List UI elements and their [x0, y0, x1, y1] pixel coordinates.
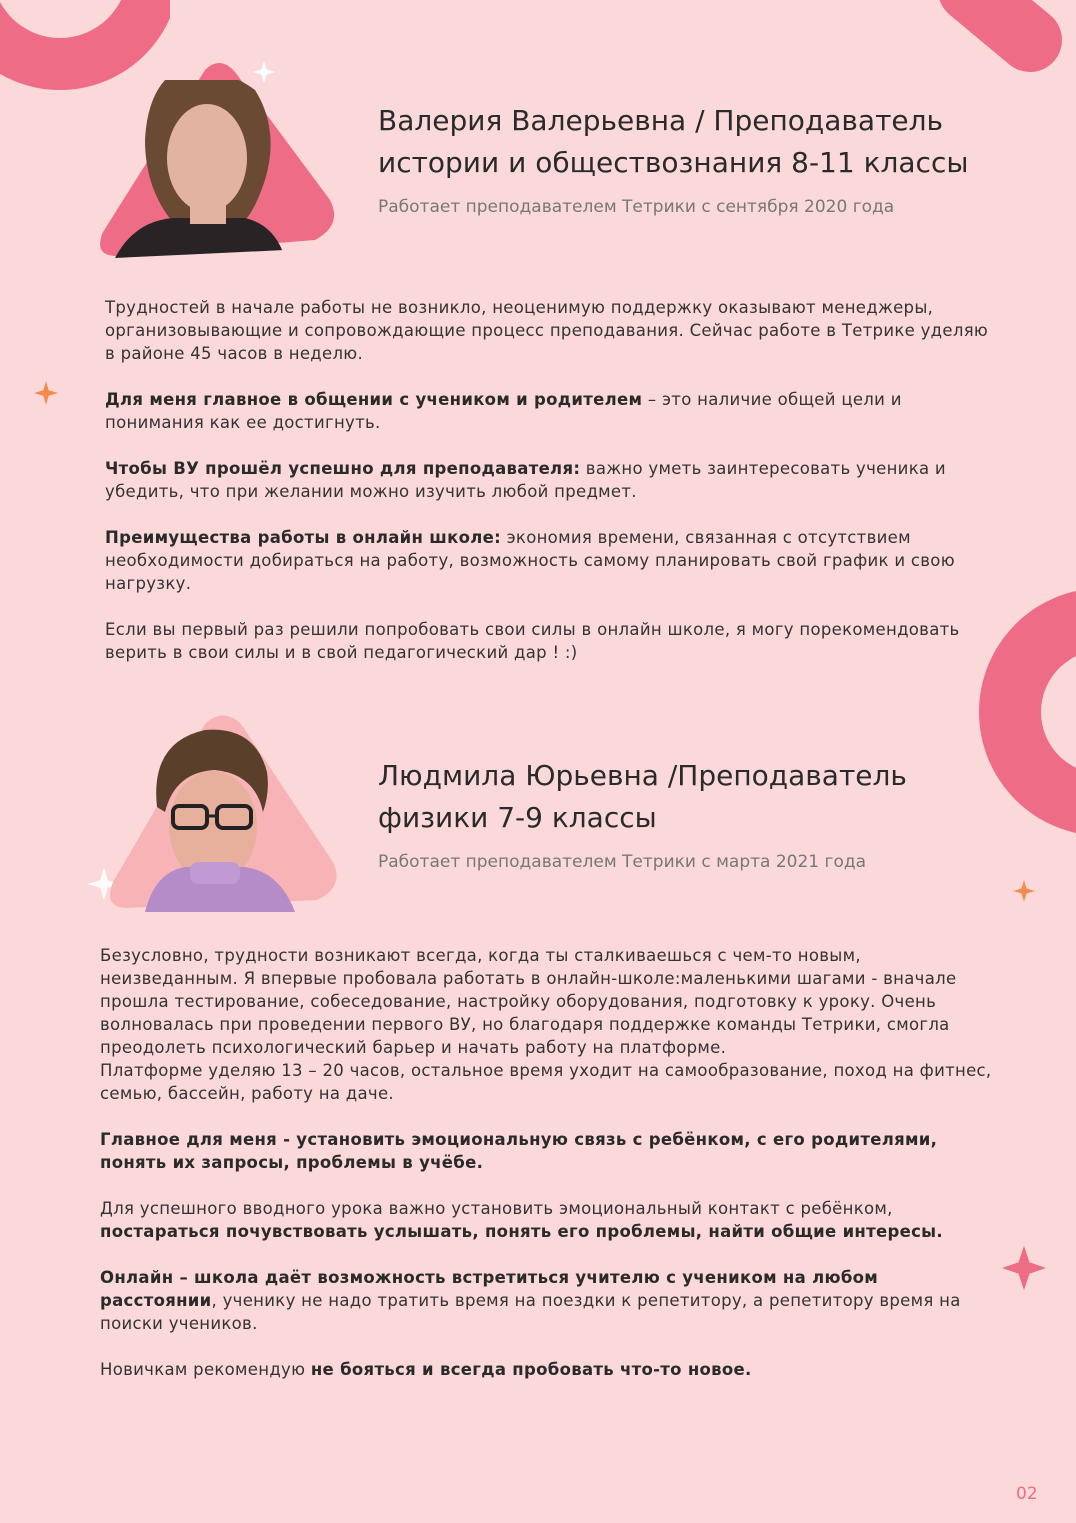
- teacher-name-line: Людмила Юрьевна /Преподаватель: [378, 759, 907, 792]
- review-text: Новичкам рекомендую: [100, 1360, 311, 1379]
- review-paragraph: [105, 526, 995, 595]
- teacher-since: Работает преподавателем Тетрики с марта 2021 года: [378, 852, 867, 872]
- page-number: 02: [1016, 1484, 1038, 1504]
- review-paragraph: [100, 1197, 995, 1243]
- review-bold-text: Чтобы ВУ прошёл успешно для преподавателя:: [105, 459, 581, 478]
- review-bold-text: Главное для меня - установить эмоциональную связь с ребёнком, с его родителями, понять их запросы, проблемы в учёбе.: [100, 1130, 938, 1172]
- review-paragraph: [100, 1358, 995, 1381]
- teacher-avatar: [105, 712, 345, 917]
- review-paragraph: [105, 388, 995, 434]
- review-paragraph: [105, 457, 995, 503]
- review-text: , ученику не надо тратить время на поездки к репетитору, а репетитору время на поиски учеников.: [100, 1291, 961, 1333]
- teacher-avatar: [95, 60, 340, 265]
- review-paragraph: Платформе уделяю 13 – 20 часов, остальное время уходит на самообразование, поход на фитнес, семью, бассейн, работу на даче.: [100, 1061, 992, 1103]
- review-text: важно уметь заинтересовать ученика и убедить, что при желании можно изучить любой предмет.: [105, 459, 946, 501]
- review-text: Для успешного вводного урока важно установить эмоциональный контакт с ребёнком,: [100, 1199, 893, 1218]
- review-paragraph: Если вы первый раз решили попробовать свои силы в онлайн школе, я могу порекомендовать верить в свои силы и в свой педагогический дар ! :): [105, 620, 960, 662]
- review-paragraph: [100, 1128, 995, 1174]
- star-icon: [1000, 1244, 1048, 1292]
- review-bold-text: не бояться и всегда пробовать что-то новое.: [310, 1360, 752, 1379]
- review-bold-text: Онлайн – школа даёт возможность встретиться учителю с учеником на любом расстоянии: [100, 1268, 879, 1310]
- review-paragraph: [100, 1266, 995, 1335]
- teacher-name-line: Валерия Валерьевна / Преподаватель: [378, 104, 944, 137]
- review-paragraph: Безусловно, трудности возникают всегда, когда ты сталкиваешься с чем-то новым, неизведанным. Я впервые пробовала работать в онлайн-школе:маленькими шагами - вначале прошла тестирование, собеседование, настройку оборудования, подготовку к уроку. Очень волновалась при проведении первого ВУ, но благодаря поддержке команды Тетрики, смогла преодолеть психологический барьер и начать работу на платформе.: [100, 946, 957, 1057]
- review-text: – это наличие общей цели и понимания как ее достигнуть.: [105, 390, 902, 432]
- star-icon: [33, 380, 59, 406]
- teacher-since: Работает преподавателем Тетрики с сентября 2020 года: [378, 197, 895, 217]
- star-icon: [1012, 879, 1036, 903]
- review-bold-text: Для меня главное в общении с учеником и родителем: [105, 390, 643, 409]
- review-bold-text: Преимущества работы в онлайн школе:: [105, 528, 502, 547]
- teacher-review: [105, 296, 995, 687]
- teacher-name-line: истории и обществознания 8-11 классы: [378, 146, 969, 179]
- review-bold-text: постараться почувствовать услышать, понять его проблемы, найти общие интересы.: [100, 1222, 943, 1241]
- review-text: экономия времени, связанная с отсутствием необходимости добираться на работу, возможность самому планировать свой график и свою нагрузку.: [105, 528, 955, 593]
- top-right-bar-decoration: [930, 0, 1076, 80]
- review-paragraph: Трудностей в начале работы не возникло, неоценимую поддержку оказывают менеджеры, организовывающие и сопровождающие процесс преподавания. Сейчас работе в Тетрике уделяю в районе 45 часов в неделю.: [105, 298, 989, 363]
- teacher-name-line: физики 7-9 классы: [378, 801, 657, 834]
- teacher-review: [100, 944, 995, 1404]
